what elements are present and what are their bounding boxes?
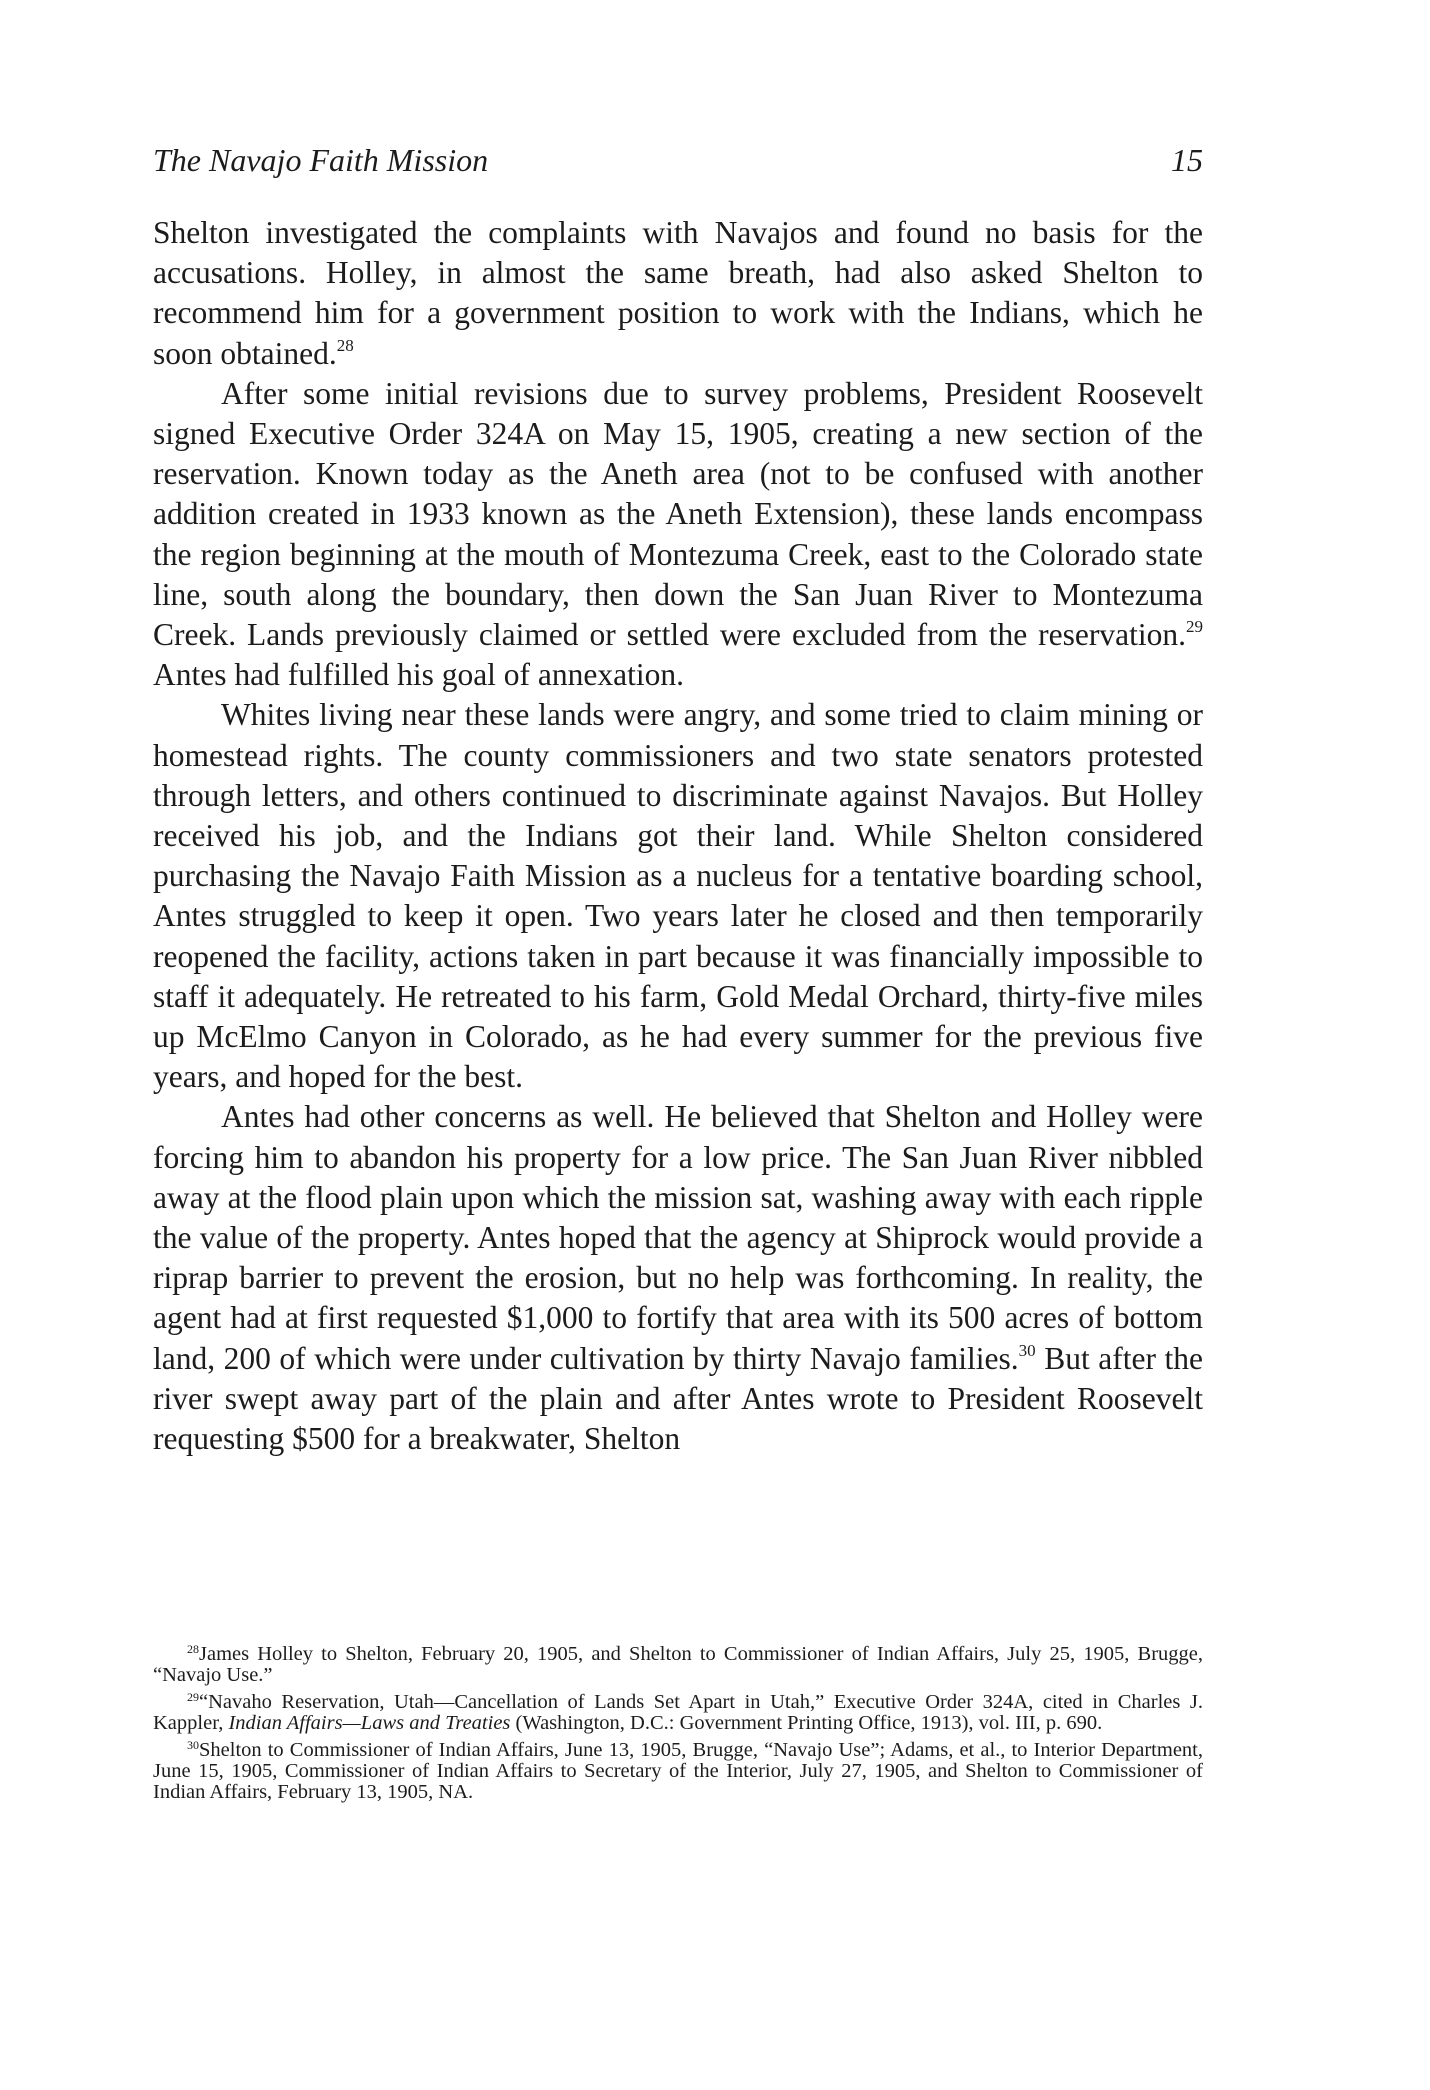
paragraph-2-text-end: Antes had fulfilled his goal of annexation.: [153, 657, 684, 693]
footnote-29-book-title: Indian Affairs—Laws and Treaties: [228, 1712, 511, 1734]
paragraph-2-text: After some initial revisions due to survey problems, President Roosevelt signed Executive Order 324A on May 15, 1905, creating a new section of the reservation. Known today as the Aneth area (not to be confused with another addition created in 1933 known as the Aneth Extension), these lands encompass the region beginning at the mouth of Montezuma Creek, east to the Colorado state line, south along the boundary, then down the San Juan River to Montezuma Creek. Lands previously claimed or settled were excluded from the reservation.: [153, 375, 1203, 653]
footnote-28: [153, 1644, 1203, 1686]
footnote-30-text: Shelton to Commissioner of Indian Affairs, June 13, 1905, Brugge, “Navajo Use”; Adams, et al., to Interior Department, June 15, 1905, Commissioner of Indian Affairs to Secretary of the Interior, July 27, 1905, and Shelton to Commissioner of Indian Affairs, February 13, 1905, NA.: [153, 1739, 1203, 1803]
paragraph-2: [153, 374, 1203, 696]
footnote-mark-28: 28: [187, 1642, 199, 1656]
running-head-title: The Navajo Faith Mission: [153, 142, 489, 178]
footnote-29-text: “Navaho Reservation, Utah—Cancellation of Lands Set Apart in Utah,” Executive Order 324A, cited in Charles J. Kappler,: [153, 1691, 1203, 1734]
footnote-ref-29: 29: [1186, 617, 1203, 637]
body-text: [153, 213, 1203, 1459]
footnote-29-text-end: (Washington, D.C.: Government Printing Office, 1913), vol. III, p. 690.: [510, 1712, 1103, 1734]
footnote-ref-30: 30: [1018, 1340, 1036, 1360]
footnote-30: [153, 1740, 1203, 1803]
paragraph-4: [153, 1097, 1203, 1459]
paragraph-4-text-end: But after the river swept away part of the plain and after Antes wrote to President Roosevelt requesting $500 for a breakwater, Shelton: [153, 1340, 1203, 1457]
footnote-mark-30: 30: [187, 1738, 199, 1752]
paragraph-3: Whites living near these lands were angry, and some tried to claim mining or homestead rights. The county commissioners and two state senators protested through letters, and others continued to discriminate against Navajos. But Holley received his job, and the Indians got their land. While Shelton considered purchasing the Navajo Faith Mission as a nucleus for a tentative boarding school, Antes struggled to keep it open. Two years later he closed and then temporarily reopened the facility, actions taken in part because it was financially impossible to staff it adequately. He retreated to his farm, Gold Medal Orchard, thirty-five miles up McElmo Canyon in Colorado, as he had every summer for the previous five years, and hoped for the best.: [153, 697, 1203, 1095]
paragraph-1: [153, 213, 1203, 374]
footnote-28-text: James Holley to Shelton, February 20, 1905, and Shelton to Commissioner of Indian Affairs, July 25, 1905, Brugge, “Navajo Use.”: [153, 1643, 1203, 1686]
footnote-ref-28: 28: [336, 335, 354, 355]
footnote-mark-29: 29: [187, 1690, 199, 1704]
footnote-29: [153, 1692, 1203, 1734]
running-header: [153, 142, 1203, 186]
paragraph-1-text: Shelton investigated the complaints with Navajos and found no basis for the accusations. Holley, in almost the same breath, had also asked Shelton to recommend him for a government position to work with the Indians, which he soon obtained.: [153, 215, 1203, 371]
paragraph-4-text: Antes had other concerns as well. He believed that Shelton and Holley were forcing him to abandon his property for a low price. The San Juan River nibbled away at the flood plain upon which the mission sat, washing away with each ripple the value of the property. Antes hoped that the agency at Shiprock would provide a riprap barrier to prevent the erosion, but no help was forthcoming. In reality, the agent had at first requested $1,000 to fortify that area with its 500 acres of bottom land, 200 of which were under cultivation by thirty Navajo families.: [153, 1099, 1203, 1376]
page-number: 15: [1171, 142, 1203, 178]
footnotes: [153, 1644, 1203, 1809]
